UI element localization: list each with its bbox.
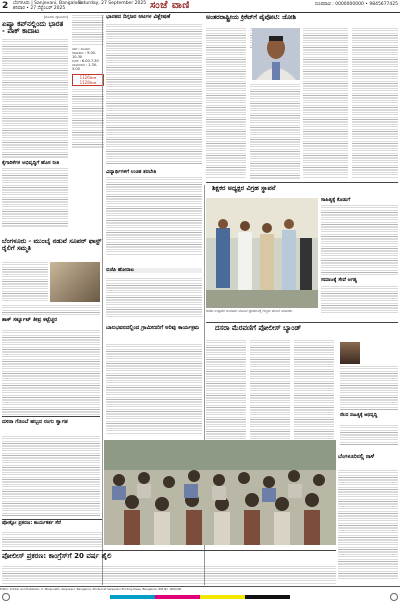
news-photo — [50, 262, 100, 302]
body-text — [303, 28, 348, 178]
body-text — [2, 168, 68, 228]
body-text — [106, 344, 202, 434]
info-line: ಯಮಗಂಡ : 1.30-3.00 — [72, 63, 98, 71]
body-text — [2, 330, 100, 415]
divider — [206, 182, 398, 183]
column-rule — [102, 15, 103, 585]
photo-caption: ದಸರಾ ಉತ್ಸವದ ಅಂಗವಾಗಿ ಬೊಂಬೆ ಪ್ರದರ್ಶನಕ್ಕೆ ಗಣ್ಯರು ಚಾಲನೆ ನೀಡಿದರು. — [206, 309, 293, 313]
portrait-photo-art — [252, 28, 300, 80]
body-text — [2, 532, 102, 548]
crowd-photo-art — [104, 440, 336, 545]
portrait-photo — [252, 28, 300, 80]
issue-date: Saturday, 27 September 2025 — [78, 1, 147, 6]
headline: ಭಾರತದ ದಿಗ್ಗಜರ ಆಟಗಳ ವಿಶ್ಲೇಷಣೆ — [106, 14, 171, 20]
portrait-photo — [340, 342, 360, 364]
divider — [206, 322, 398, 323]
page-header — [0, 0, 400, 13]
body-text — [206, 340, 246, 440]
header-contact: ದೂರವಾಣಿ : 0000000000 • 9845677425 — [315, 2, 398, 7]
color-bar — [110, 595, 290, 599]
edition-line: ಬೆಂಗಳೂರು | Sanjevani, Bangalore — [13, 1, 82, 6]
body-text — [106, 177, 202, 255]
headline: ದಸರಾ ಮೆರವಣಿಗೆ ಪೋಲೀಸ್ ಬ್ಯಾಂಡ್ — [215, 324, 302, 332]
event-photo — [206, 198, 318, 308]
article-col2c — [106, 170, 202, 255]
body-text — [321, 286, 398, 314]
edition-info — [13, 1, 82, 11]
crowd-photo — [104, 440, 336, 545]
body-text — [340, 366, 398, 411]
price-box — [72, 74, 104, 86]
body-text — [206, 28, 246, 178]
body-text — [321, 205, 398, 275]
price-value: 1128ರಿಂದ — [79, 80, 97, 85]
headline: ಕೈಗಾರಿಕೆಗಳ ಅಭಿವೃದ್ಧಿಗೆ ಹೊಸ ನೀತಿ — [2, 159, 60, 166]
body-text — [72, 15, 104, 45]
body-text — [106, 24, 202, 164]
headline: ಏಷ್ಯಾ ಕಪ್‌ನಲ್ಲಿಂದು ಭಾರತ - ಪಾಕ್ ಕಾದಾಟ — [2, 20, 64, 36]
body-text — [352, 28, 398, 178]
event-photo-art — [206, 198, 318, 308]
page-number: 2 — [2, 1, 9, 11]
body-text — [338, 470, 398, 580]
body-text — [250, 340, 290, 440]
divider — [2, 550, 336, 551]
registration-mark-icon — [2, 593, 10, 601]
article-col2 — [106, 15, 202, 164]
headline: ಪೋಲೀಸ್ ಪ್ರಕರಣ: ಕಾಂಗ್ರೆಸ್‌ಗೆ 20 ವರ್ಷ ಶೈಲಿ — [2, 552, 112, 560]
info-box — [72, 15, 104, 220]
headline: ಶಿಕ್ಷಕರ ಅಧ್ಯಕ್ಷರ ವಿಗ್ರಹ ಸ್ಥಾಪನೆ — [212, 184, 276, 192]
headline: ದಸರಾ ಗೊಂಬೆ ಹಬ್ಬದ ರಂಗು ಸ್ವಾಗತ — [2, 419, 68, 425]
headline: ಬೆಂಗಳೂರು - ಮುಂಬೈ ನಡುವೆ ಸೂಪರ್ ಫಾಸ್ಟ್ ರೈಲಿಗೆ ಸಮ್ಮತಿ — [2, 237, 102, 252]
body-text — [340, 425, 398, 445]
body-text — [72, 89, 104, 149]
registration-mark-icon — [390, 593, 398, 601]
body-text — [2, 39, 68, 159]
headline: ನೆಲದ ಸಾಹಿತ್ಯಕ್ಕೆ ಅಭಿವೃದ್ಧಿ — [340, 413, 378, 418]
info-line: ಗುಳಿಕ : 6.00-7.30 — [72, 59, 99, 63]
masthead-logo: ಸಂಜೆ ವಾಣಿ — [150, 0, 190, 11]
right-column — [321, 198, 398, 314]
headline: ಬಿಜೆಪಿ ಹೋರಾಟ — [106, 268, 202, 273]
info-line: ರಾಹುಕಾಲ : 9.00-10.30 — [72, 51, 97, 59]
headline: ಬಾಲಭವನದಲ್ಲಿಂದ ಗ್ರಾಮೀಣರಿಗೆ ಅರಿವು ಕಾರ್ಯಕ್ರಮ — [106, 325, 200, 331]
body-text — [294, 340, 334, 440]
price-value: 1126ರಿಂದ — [79, 75, 97, 80]
headline: ಪೋಕ್ಸೋ ಪ್ರಕರಣ: ಕಾರ್ಯಕರ್ತ ಸೆರೆ — [2, 520, 61, 526]
headline: ಶಾಕ್ ಸರ್ಕ್ಯೂಟ್ ತೀವ್ರ ಕಟ್ಟೆಚ್ಚರ — [2, 317, 58, 323]
body-text — [250, 84, 300, 179]
headline: ಸಾಹಿತ್ಯಕ್ಕೆ ಕೊಡುಗೆ — [321, 197, 351, 203]
article-col1 — [2, 15, 68, 235]
imprint-line: Editor, Printer and Publisher: S. Manjunath, Sanjevani, Bangalore. Printed at Sanjevani Printing Press, Bangalore. RNI No. 0000/00 — [0, 586, 400, 593]
body-text — [106, 278, 202, 318]
body-text — [2, 436, 100, 516]
body-text — [2, 566, 336, 584]
headline: ಸಮಾಜಕ್ಕೆ ಸೇವೆ ಅಗತ್ಯ — [321, 277, 357, 284]
kicker: (ಮೊದಲ ಪುಟದಿಂದ) — [43, 15, 68, 19]
headline: ಬೆಂಗಳೂರಿನಲ್ಲಿ ನಾಳೆ — [338, 454, 375, 460]
headline: ವಿದ್ಯಾರ್ಥಿಗಳಿಗೆ ಉಚಿತ ತರಬೇತಿ — [106, 169, 157, 175]
edition-line: ಶನಿವಾರ • 27 ಸೆಪ್ಟೆಂಬರ್ 2025 — [13, 6, 66, 11]
lead-headline: ಅಂತರರಾಷ್ಟ್ರೀಯ ಕ್ರಿಕೆಟ್‌ಗೆ ಪೈಪೋಟಿ: ಜೋಶಿ — [206, 14, 296, 21]
divider — [2, 416, 100, 417]
body-text — [2, 262, 48, 302]
info-line: ನಾಳೆ : ಶನಿವಾರ — [72, 47, 90, 51]
body-text — [2, 305, 100, 315]
article-col1b — [2, 238, 102, 252]
